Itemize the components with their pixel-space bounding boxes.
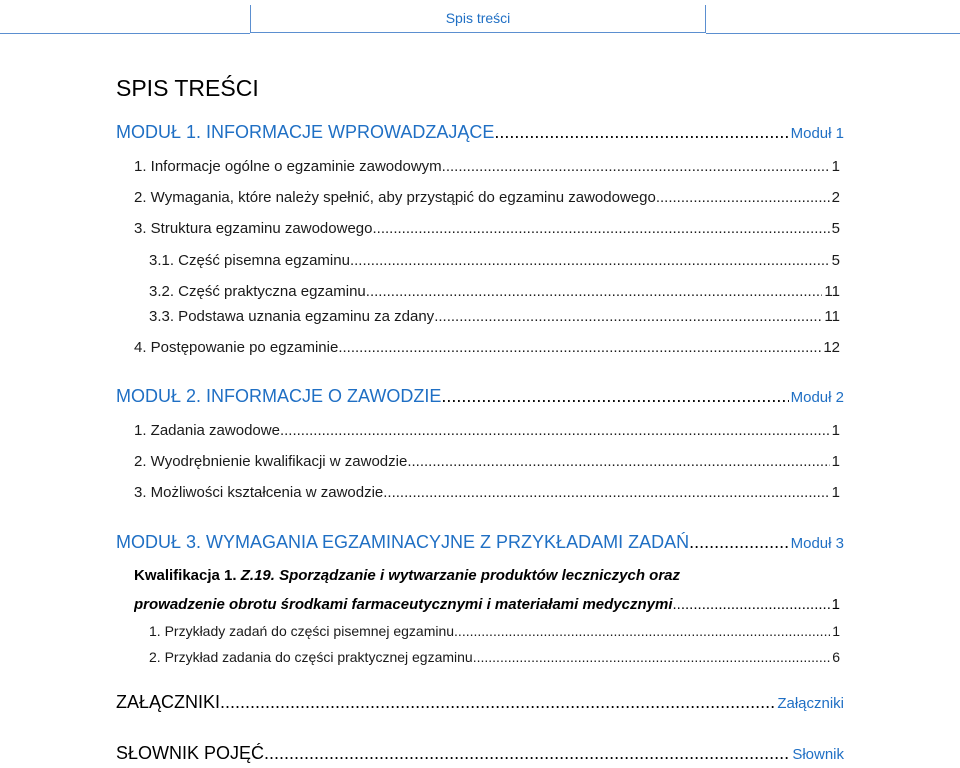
toc-entry-module-1[interactable]: MODUŁ 1. INFORMACJE WPROWADZAJĄCE ..... Moduł 1 (116, 122, 844, 143)
toc-entry[interactable]: 4. Postępowanie po egzaminie ..... 12 (134, 339, 840, 356)
toc-entry[interactable]: 3. Możliwości kształcenia w zawodzie ..... 1 (134, 484, 840, 501)
toc-entry-appendices[interactable]: ZAŁĄCZNIKI ..... Załączniki (116, 692, 844, 713)
header-rule-left (0, 33, 250, 34)
toc-entry[interactable]: 3.2. Część praktyczna egzaminu ..... 11 (149, 283, 840, 300)
header-title: Spis treści (445, 10, 511, 26)
toc-entry[interactable]: 1. Informacje ogólne o egzaminie zawodowym ..... 1 (134, 158, 840, 175)
toc-entry-module-2[interactable]: MODUŁ 2. INFORMACJE O ZAWODZIE ..... Moduł 2 (116, 386, 844, 407)
toc-entry-module-3[interactable]: MODUŁ 3. WYMAGANIA EGZAMINACYJNE Z PRZYKŁADAMI ZADAŃ ..... Moduł 3 (116, 532, 844, 553)
toc-entry[interactable]: 1. Przykłady zadań do części pisemnej egzaminu ..... 1 (149, 623, 840, 639)
header-rule-right (706, 33, 960, 34)
toc-entry[interactable]: 3.1. Część pisemna egzaminu ..... 5 (149, 252, 840, 269)
page-title: SPIS TREŚCI (116, 75, 259, 101)
toc-entry-glossary[interactable]: SŁOWNIK POJĘĆ ..... Słownik (116, 743, 844, 764)
toc-entry[interactable]: 1. Zadania zawodowe ..... 1 (134, 422, 840, 439)
toc-entry-qualification-title[interactable]: Kwalifikacja 1. Z.19. Sporządzanie i wytwarzanie produktów leczniczych oraz (134, 567, 681, 584)
toc-entry[interactable]: 2. Wyodrębnienie kwalifikacji w zawodzie ..... 1 (134, 453, 840, 470)
page-header (250, 5, 706, 33)
toc-entry[interactable]: 2. Wymagania, które należy spełnić, aby przystąpić do egzaminu zawodowego ..... 2 (134, 189, 840, 206)
toc-entry[interactable]: 3. Struktura egzaminu zawodowego ..... 5 (134, 220, 840, 237)
toc-entry-qualification[interactable]: prowadzenie obrotu środkami farmaceutycznymi i materiałami medycznymi ..... 1 (134, 596, 840, 613)
toc-entry[interactable]: 2. Przykład zadania do części praktycznej egzaminu ..... 6 (149, 649, 840, 665)
toc-entry[interactable]: 3.3. Podstawa uznania egzaminu za zdany ..... 11 (149, 308, 840, 325)
